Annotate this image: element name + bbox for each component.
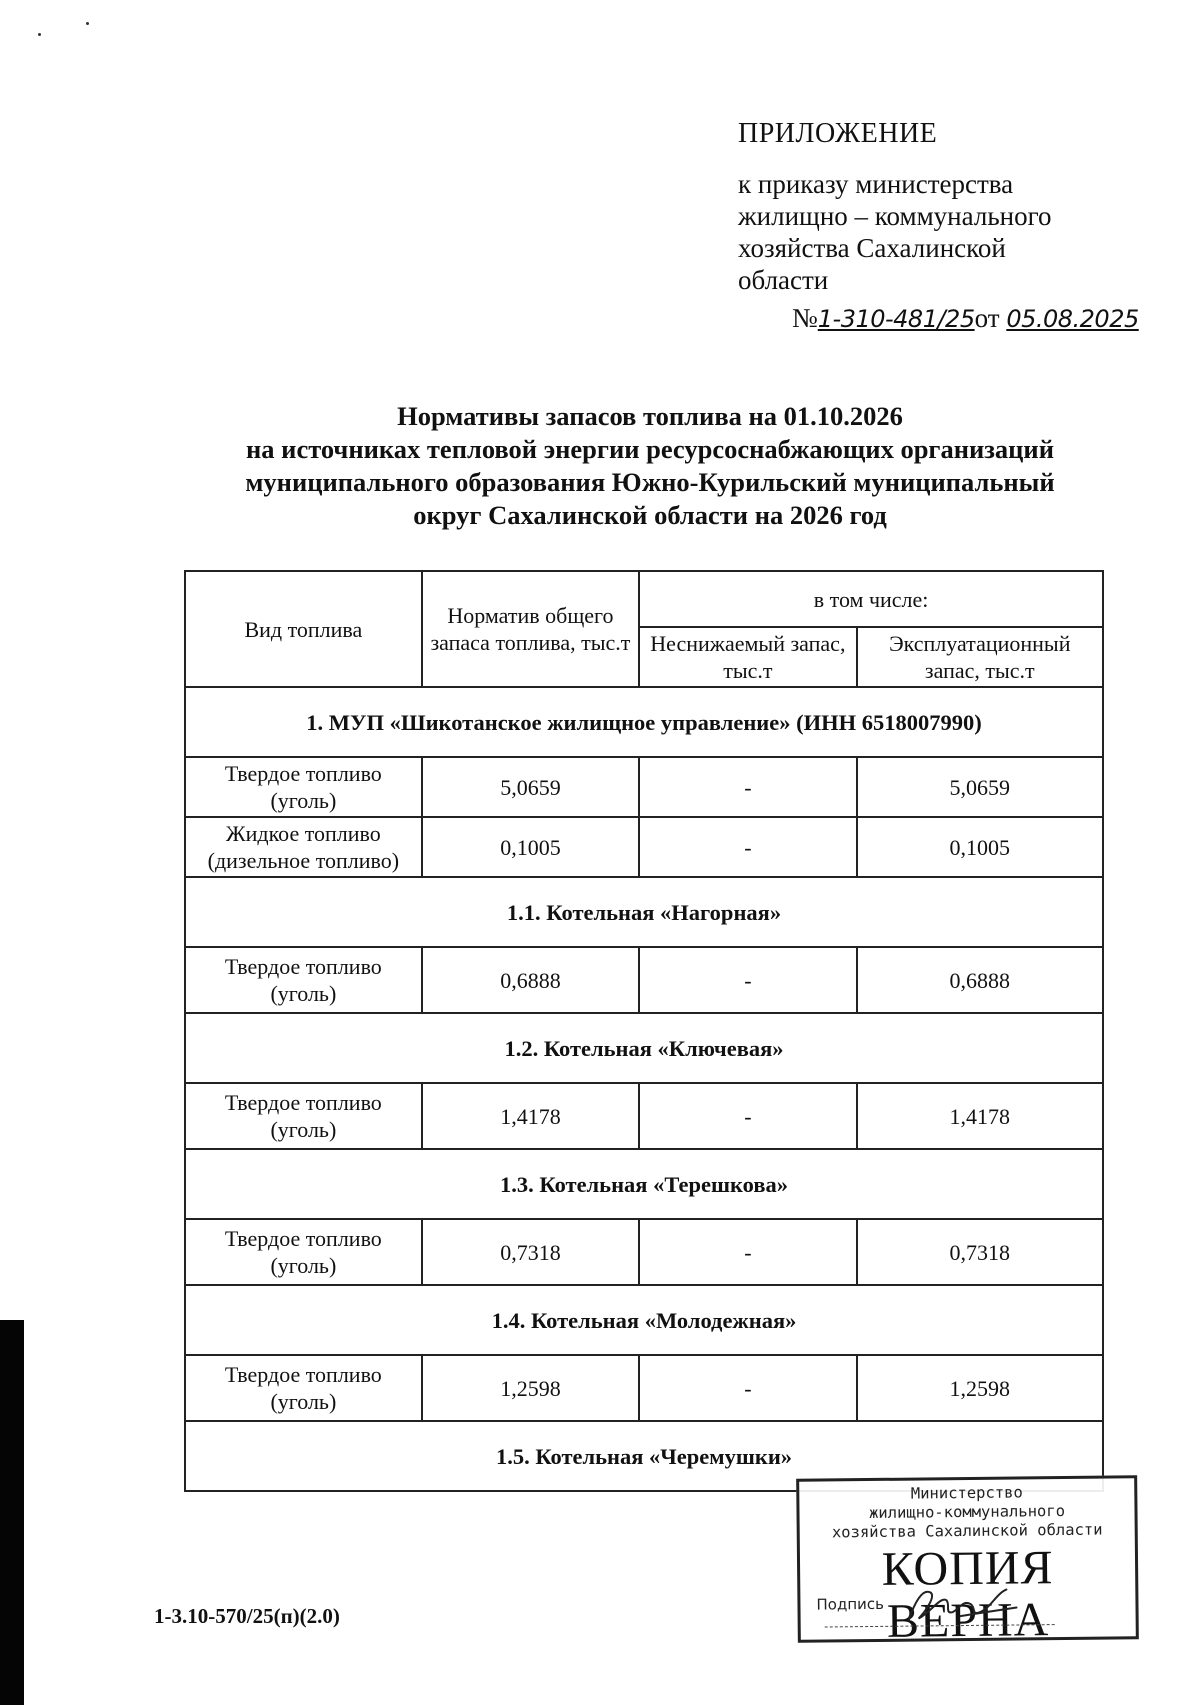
appendix-line: области bbox=[738, 265, 829, 295]
total-cell: 0,6888 bbox=[422, 947, 639, 1013]
header-row bbox=[185, 571, 1103, 627]
table-row bbox=[185, 947, 1103, 1013]
fuel-cell: Твердое топливо (уголь) bbox=[185, 947, 422, 1013]
irreducible-cell: - bbox=[639, 1355, 856, 1421]
header-total: Норматив общего запаса топлива, тыс.т bbox=[422, 571, 639, 687]
total-cell: 5,0659 bbox=[422, 757, 639, 817]
scan-speck bbox=[38, 33, 41, 36]
fuel-cell: Жидкое топливо (дизельное топливо) bbox=[185, 817, 422, 877]
boiler-title: 1.4. Котельная «Молодежная» bbox=[185, 1285, 1103, 1355]
irreducible-cell: - bbox=[639, 817, 856, 877]
fuel-cell: Твердое топливо (уголь) bbox=[185, 1355, 422, 1421]
section-row bbox=[185, 877, 1103, 947]
table-row bbox=[185, 1083, 1103, 1149]
appendix-line: жилищно – коммунального bbox=[738, 201, 1052, 231]
irreducible-cell: - bbox=[639, 757, 856, 817]
operational-cell: 0,1005 bbox=[857, 817, 1103, 877]
irreducible-cell: - bbox=[639, 1219, 856, 1285]
boiler-title: 1.5. Котельная «Черемушки» bbox=[185, 1421, 1103, 1491]
header-irreducible: Неснижаемый запас, тыс.т bbox=[639, 627, 856, 687]
fuel-norms-table bbox=[184, 570, 1104, 1492]
operational-cell: 0,6888 bbox=[857, 947, 1103, 1013]
certified-copy-stamp bbox=[796, 1475, 1139, 1648]
table-row bbox=[185, 817, 1103, 877]
header-fuel-type: Вид топлива bbox=[185, 571, 422, 687]
signature-label: Подпись bbox=[816, 1594, 885, 1614]
order-date-handwritten: 05.08.2025 bbox=[1006, 305, 1139, 333]
title-line: муниципального образования Южно-Курильский муниципальный bbox=[245, 467, 1055, 497]
stamp-certified-copy: КОПИЯ ВЕРНА bbox=[881, 1541, 1054, 1648]
handwritten-signature bbox=[900, 1581, 1020, 1628]
boiler-title: 1.2. Котельная «Ключевая» bbox=[185, 1013, 1103, 1083]
document-title bbox=[190, 400, 1110, 532]
appendix-block bbox=[738, 118, 1051, 296]
scan-speck bbox=[86, 22, 89, 25]
order-number-line bbox=[792, 303, 1139, 334]
date-prefix: от bbox=[974, 303, 1000, 333]
section-row bbox=[185, 1285, 1103, 1355]
section-row bbox=[185, 1013, 1103, 1083]
total-cell: 0,7318 bbox=[422, 1219, 639, 1285]
header-including: в том числе: bbox=[639, 571, 1103, 627]
operational-cell: 1,4178 bbox=[857, 1083, 1103, 1149]
stamp-line: жилищно-коммунального bbox=[868, 1501, 1066, 1523]
table-row bbox=[185, 1219, 1103, 1285]
appendix-line: хозяйства Сахалинской bbox=[738, 233, 1006, 263]
section-row bbox=[185, 1149, 1103, 1219]
stamp-line: хозяйства Сахалинской области bbox=[831, 1520, 1103, 1542]
total-cell: 1,4178 bbox=[422, 1083, 639, 1149]
title-line: на источниках тепловой энергии ресурсоснабжающих организаций bbox=[246, 434, 1054, 464]
document-code: 1-3.10-570/25(п)(2.0) bbox=[154, 1604, 340, 1628]
table-row bbox=[185, 1355, 1103, 1421]
fuel-cell: Твердое топливо (уголь) bbox=[185, 757, 422, 817]
fuel-cell: Твердое топливо (уголь) bbox=[185, 1083, 422, 1149]
section-row bbox=[185, 687, 1103, 757]
operational-cell: 5,0659 bbox=[857, 757, 1103, 817]
appendix-title: ПРИЛОЖЕНИЕ bbox=[738, 118, 938, 149]
org-title: 1. МУП «Шикотанское жилищное управление» (ИНН 6518007990) bbox=[185, 687, 1103, 757]
title-line: Нормативы запасов топлива на 01.10.2026 bbox=[397, 401, 903, 431]
number-prefix: № bbox=[792, 303, 818, 333]
total-cell: 0,1005 bbox=[422, 817, 639, 877]
table-row bbox=[185, 757, 1103, 817]
boiler-title: 1.1. Котельная «Нагорная» bbox=[185, 877, 1103, 947]
operational-cell: 0,7318 bbox=[857, 1219, 1103, 1285]
boiler-title: 1.3. Котельная «Терешкова» bbox=[185, 1149, 1103, 1219]
irreducible-cell: - bbox=[639, 1083, 856, 1149]
header-operational: Эксплуатационный запас, тыс.т bbox=[857, 627, 1103, 687]
title-line: округ Сахалинской области на 2026 год bbox=[413, 500, 887, 530]
operational-cell: 1,2598 bbox=[857, 1355, 1103, 1421]
total-cell: 1,2598 bbox=[422, 1355, 639, 1421]
scan-edge-shadow bbox=[0, 1320, 24, 1705]
stamp-line: Министерство bbox=[910, 1483, 1023, 1503]
appendix-line: к приказу министерства bbox=[738, 169, 1014, 199]
order-number-handwritten: 1-310-481/25 bbox=[817, 305, 975, 333]
irreducible-cell: - bbox=[639, 947, 856, 1013]
fuel-cell: Твердое топливо (уголь) bbox=[185, 1219, 422, 1285]
